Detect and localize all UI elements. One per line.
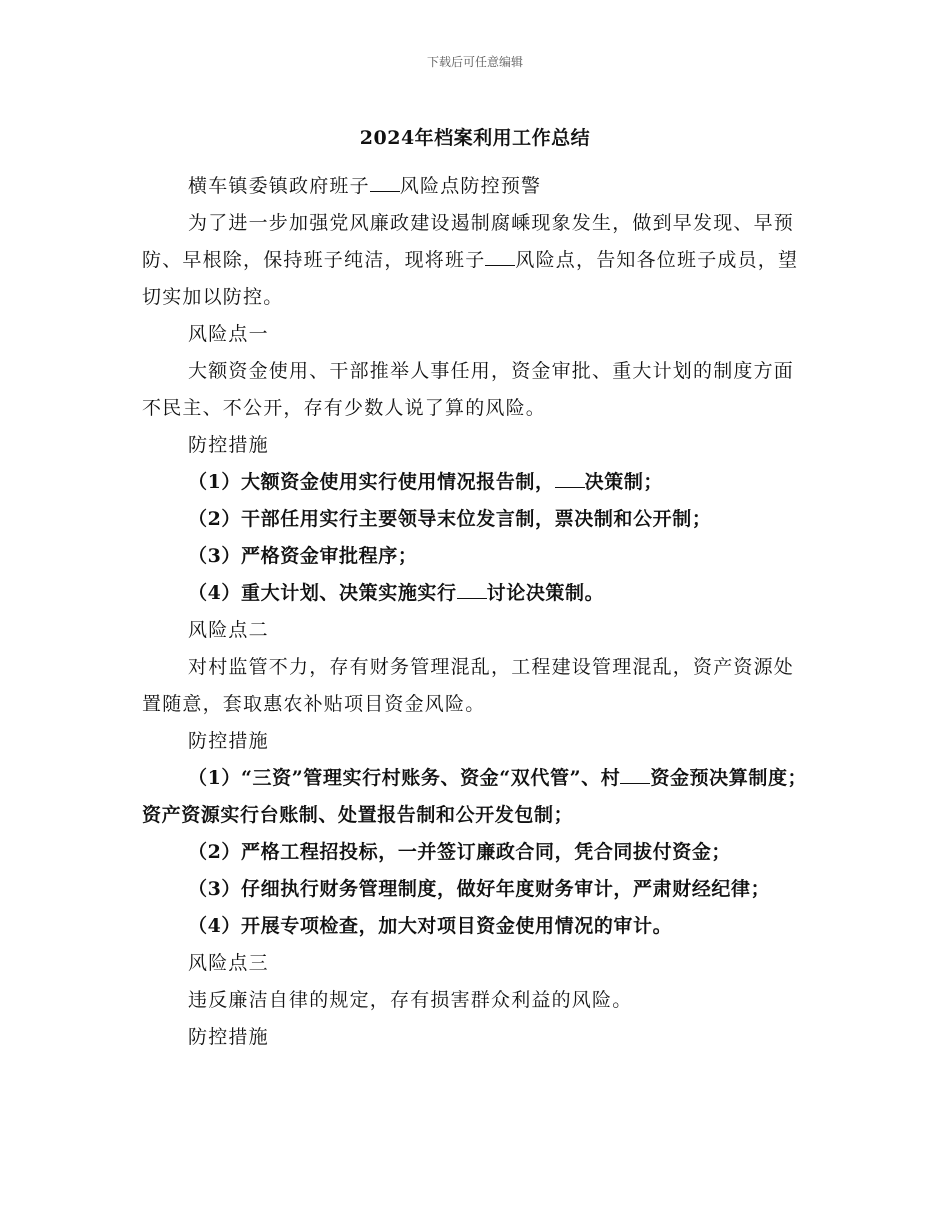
measures-heading-2: 防控措施 [188, 730, 269, 752]
measure-1-3: （3）严格资金审批程序； [188, 545, 418, 567]
text: 讨论决策制。 [486, 582, 605, 604]
text: 风险点，告知各位班子成员，望切实加以防控。 [142, 249, 799, 308]
text: 风险点防控预警 [399, 175, 542, 197]
measures-heading-3: 防控措施 [188, 1026, 269, 1048]
paragraph-subject [142, 168, 814, 205]
risk-description-2: 对村监管不力，存有财务管理混乱，工程建设管理混乱，资产资源处置随意，套取惠农补贴项目资金风险。 [142, 656, 795, 715]
document-title: 2024年档案利用工作总结 [359, 127, 591, 149]
measure-1-1 [142, 464, 814, 501]
blank-line [370, 175, 400, 192]
text: 决策制； [584, 471, 664, 493]
measure-2-3: （3）仔细执行财务管理制度，做好年度财务审计，严肃财经纪律； [188, 878, 771, 900]
risk-heading-3: 风险点三 [188, 952, 269, 974]
blank-line [485, 249, 515, 266]
measure-2-2: （2）严格工程招投标，一并签订廉政合同，凭合同拔付资金； [188, 841, 732, 863]
measure-1-4 [142, 575, 814, 612]
risk-description-1: 大额资金使用、干部推举人事任用，资金审批、重大计划的制度方面不民主、不公开，存有少数人说了算的风险。 [142, 360, 795, 419]
text: 横车镇委镇政府班子 [188, 175, 370, 197]
paragraph-intro [142, 205, 814, 316]
measure-2-1 [142, 760, 814, 834]
blank-line [555, 471, 585, 488]
measures-heading-1: 防控措施 [188, 434, 269, 456]
risk-description-3: 违反廉洁自律的规定，存有损害群众利益的风险。 [188, 989, 633, 1011]
text: 为了进一步加强党风廉政建设遏制腐嵊现象发生，做到早发现、早预防、早根除，保持班子纯洁，现将班子 [142, 212, 795, 271]
measure-1-2: （2）干部任用实行主要领导末位发言制，票决制和公开制； [188, 508, 712, 530]
risk-heading-1: 风险点一 [188, 323, 269, 345]
blank-line [457, 582, 487, 599]
page-header-note: 下载后可任意编辑 [426, 55, 523, 69]
measure-2-4: （4）开展专项检查，加大对项目资金使用情况的审计。 [188, 915, 673, 937]
document-body [142, 168, 814, 1056]
text: （1）大额资金使用实行使用情况报告制， [188, 471, 555, 493]
risk-heading-2: 风险点二 [188, 619, 269, 641]
text: 资金预决算制度；资产资源实行台账制、处置报告制和公开发包制； [142, 767, 808, 826]
text: （1）“三资”管理实行村账务、资金“双代管”、村 [188, 767, 621, 789]
blank-line [620, 767, 650, 784]
text: （4）重大计划、决策实施实行 [188, 582, 457, 604]
